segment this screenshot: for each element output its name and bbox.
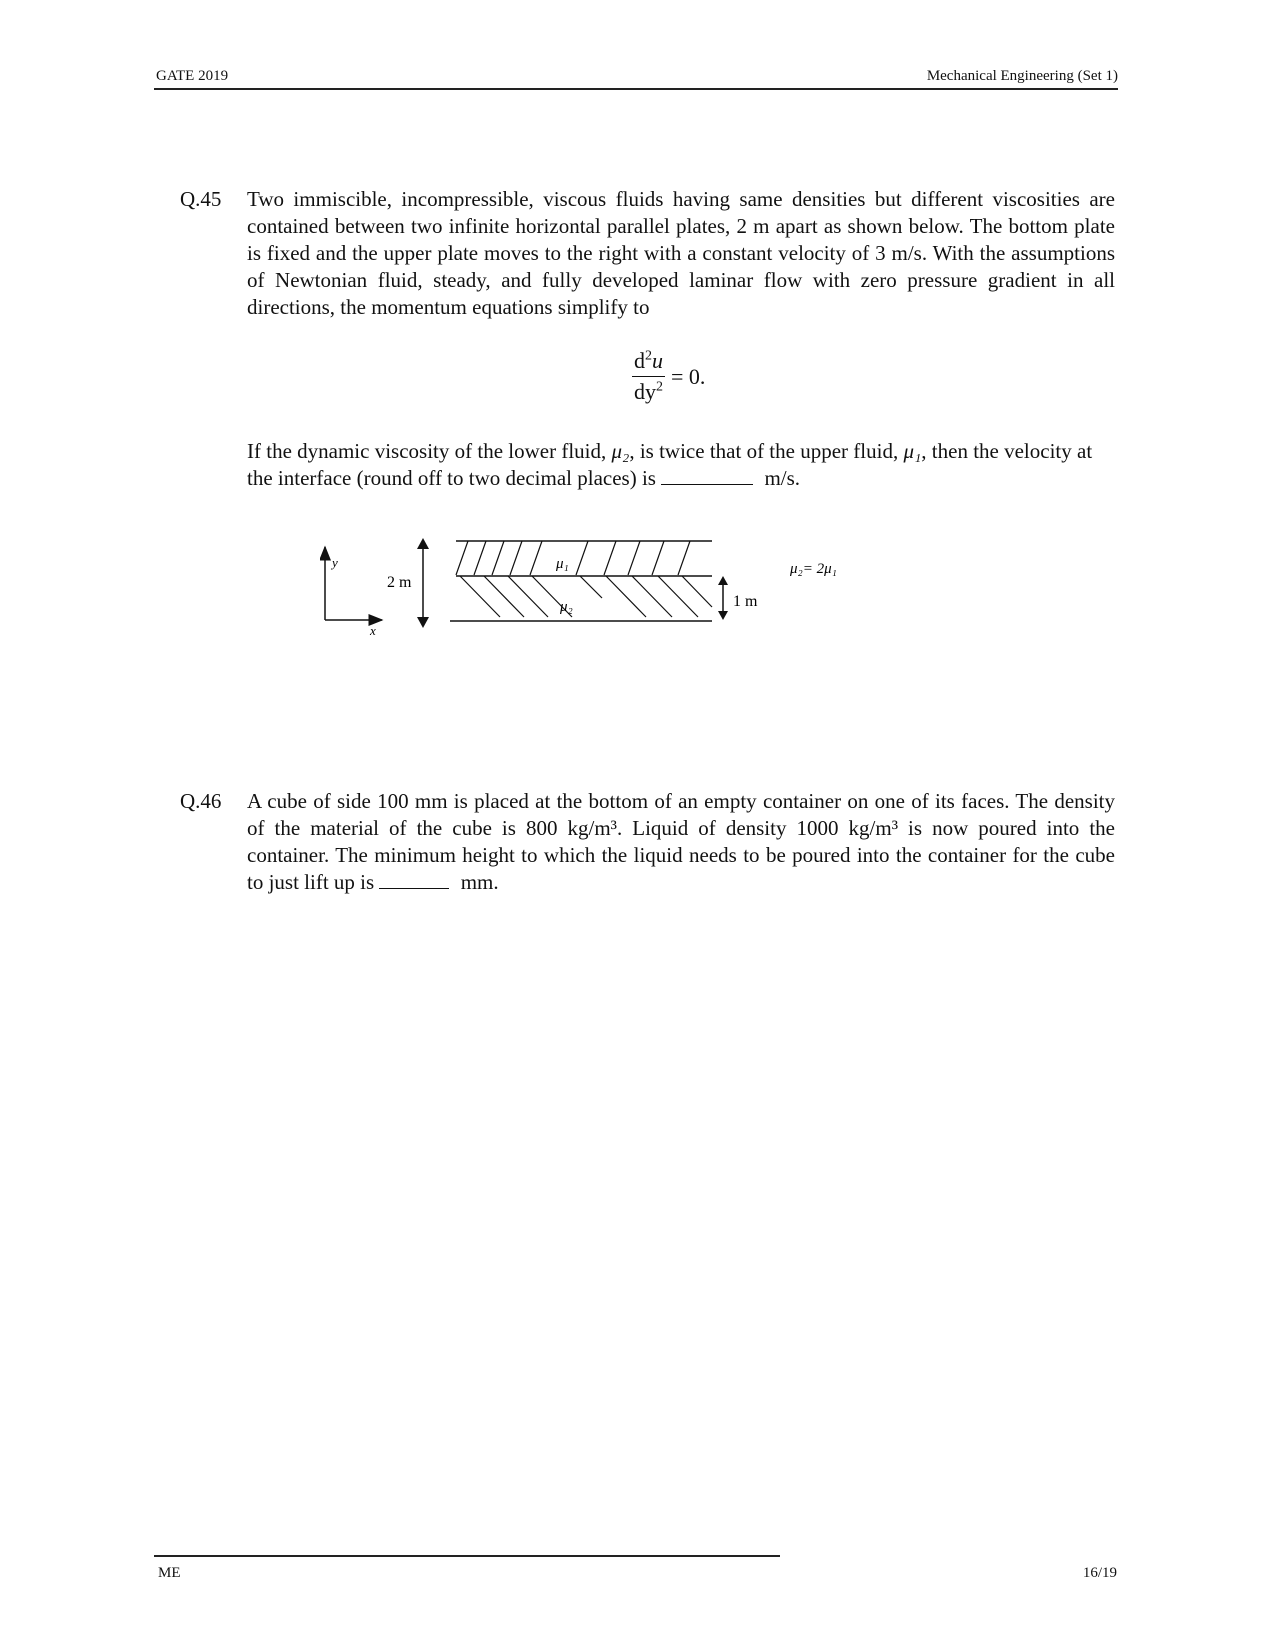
question-text: [247, 788, 1115, 896]
coordinate-axes: [325, 547, 382, 638]
question-46: [180, 788, 1115, 896]
question-number: Q.45: [180, 187, 222, 211]
two-fluid-diagram: [320, 535, 880, 655]
y-axis-label: y: [332, 555, 338, 570]
mu1-symbol: μ₁: [903, 439, 922, 463]
gap-label: 2 m: [387, 574, 412, 591]
momentum-equation: [632, 348, 705, 405]
answer-blank: [379, 870, 449, 889]
header-rule: [154, 88, 1118, 90]
equation-fraction: [632, 348, 665, 405]
answer-unit: mm.: [460, 870, 499, 894]
lower-fluid-label: μ₂: [560, 599, 573, 615]
layer-label: 1 m: [733, 593, 758, 610]
page-number: 16/19: [1082, 1565, 1117, 1581]
question-46-text: A cube of side 100 mm is placed at the bottom of an empty container on one of its faces. The density of the material of the cube is 800 kg/m³. Liquid of density 1000 kg/m³ is now poured into the container. The minimum height to which the liquid needs to be poured into the container for the cube to just lift up is: [247, 789, 1115, 894]
question-number: Q.46: [180, 789, 222, 813]
gap-dimension: [387, 538, 429, 628]
lower-fluid-hatching: [460, 576, 712, 617]
layer-dimension: [718, 576, 758, 620]
continuation-text-3: , then the velocity at the interface (round off to two decimal places) is: [247, 439, 1093, 490]
header-exam-title: GATE 2019: [156, 68, 229, 84]
footer-rule: [154, 1555, 780, 1557]
equation-rhs: = 0.: [671, 363, 706, 389]
question-45: [180, 186, 1115, 321]
upper-fluid-hatching: [456, 541, 690, 575]
continuation-text-1: If the dynamic viscosity of the lower fluid,: [247, 439, 612, 463]
upper-fluid-label: μ₁: [556, 556, 569, 572]
equation-denominator: $dy^2$: [634, 379, 663, 404]
mu2-symbol: μ₂: [611, 439, 630, 463]
answer-blank: [661, 466, 753, 485]
x-axis-label: x: [370, 623, 376, 638]
footer-branch: ME: [158, 1565, 181, 1581]
header-paper-title: Mechanical Engineering (Set 1): [926, 68, 1118, 84]
equation-numerator: $d^2u$: [632, 348, 665, 377]
continuation-text-2: , is twice that of the upper fluid,: [629, 439, 904, 463]
viscosity-relation: μ₂= 2μ₁: [790, 561, 837, 577]
answer-unit: m/s.: [764, 466, 801, 490]
question-45-continuation: [247, 438, 1115, 492]
question-text: Two immiscible, incompressible, viscous fluids having same densities but different viscosities are contained between two infinite horizontal parallel plates, 2 m apart as shown below. The bottom plate is fixed and the upper plate moves to the right with a constant velocity of 3 m/s. With the assumptions of Newtonian fluid, steady, and fully developed laminar flow with zero pressure gradient in all directions, the momentum equations simplify to: [247, 187, 1115, 319]
